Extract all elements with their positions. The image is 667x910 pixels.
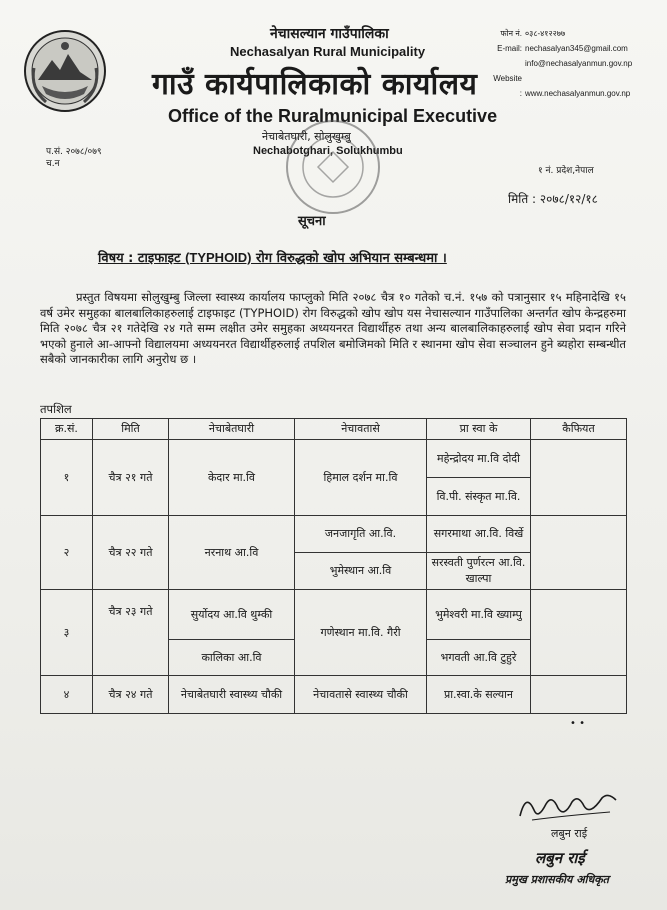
table-row: [41, 590, 627, 640]
office-name-en: Office of the Ruralmunicipal Executive: [168, 106, 498, 126]
ink-dots: • •: [570, 718, 585, 729]
cell-sn: २: [41, 516, 93, 590]
cell-sn: ४: [41, 676, 93, 714]
cell-nechabetghari: केदार मा.वि: [169, 440, 295, 516]
website-label: Website :: [493, 74, 522, 98]
table-header-row: [41, 419, 627, 440]
contact-block: [490, 26, 632, 101]
details-label: तपशिल: [40, 402, 72, 416]
phone-value: ०३८-४१२२७७: [525, 29, 566, 38]
cell-nechawatase: नेचावतासे स्वास्थ्य चौकी: [295, 676, 427, 714]
cell-sn: ३: [41, 590, 93, 676]
reference-number: प.सं. २०७८/०७९: [46, 147, 102, 157]
org-name-np: नेचासल्यान गाउँपालिका: [270, 26, 389, 42]
cell-remarks: [531, 676, 627, 714]
email-value-1: nechasalyan345@gmail.com: [525, 44, 628, 53]
email-value-2: info@nechasalyanmun.gov.np: [525, 59, 633, 68]
website-value: www.nechasalyanmun.gov.np: [525, 89, 631, 98]
address-en: Nechabotghari, Solukhumbu: [253, 145, 403, 157]
signature-icon: [512, 786, 622, 826]
cell-remarks: [531, 590, 627, 676]
cell-health-post: भगवती आ.वि टुहुरे: [427, 640, 531, 676]
cell-nechawatase: भुमेस्थान आ.वि: [295, 553, 427, 590]
org-name-en: Nechasalyan Rural Municipality: [230, 44, 426, 59]
email-label: E-mail:: [497, 44, 522, 53]
cell-health-post: सरस्वती पुर्णरत्न आ.वि. खाल्पा: [427, 553, 531, 590]
table-row: [41, 440, 627, 478]
header-date: मिति: [93, 419, 169, 440]
subject-suffix: रोग विरुद्धको खोप अभियान सम्बन्धमा ।: [251, 251, 447, 266]
email-line-2: [490, 56, 632, 71]
cell-nechawatase: हिमाल दर्शन मा.वि: [295, 440, 427, 516]
body-paragraph: प्रस्तुत विषयमा सोलुखुम्बु जिल्ला स्वास्थ्य कार्यालय फाप्लुको मिति २०७८ चैत्र १० गतेको च.नं. १५७ को पत्रानुसार १५ महिनादेखि १५ वर्ष उमेर समुहका बालबालिकाहरुलाई टाइफाइट (TYPHOID) रोग विरुद्धको खोप खोप यस नेचासल्यान गाउँपालिका अन्तर्गत खोप केन्द्रहरुमा मिति २०७८ चैत्र २१ गतेदेखि २४ गते सम्म लक्षीत उमेर समुहका अध्ययनरत विद्यार्थीहरु तथा अन्य बालबालिकाहरुलाई खोप सेवा प्रदान गरिने भएको हुनाले आ-आफ्नो विद्यालयमा अध्ययनरत विद्यार्थीहरुलाई तपशिल बमोजिमको मिति र स्थानमा खोप सेवा सञ्चालन हुने ब्यहोरा सम्बन्धीत सबैको जानकारीका लागि अनुरोध छ ।: [40, 290, 626, 366]
cell-sn: १: [41, 440, 93, 516]
cell-remarks: [531, 440, 627, 516]
header-health-post: प्रा स्वा के: [427, 419, 531, 440]
phone-line: [490, 26, 632, 41]
cell-health-post: प्रा.स्वा.के सल्यान: [427, 676, 531, 714]
table-row: [41, 516, 627, 553]
cell-date: चैत्र २३ गते: [93, 590, 169, 676]
subject-line: [98, 248, 447, 266]
subject-prefix: विषय : टाइफाइट: [98, 251, 186, 266]
cell-nechabetghari: नेचाबेतघारी स्वास्थ्य चौकी: [169, 676, 295, 714]
cell-nechabetghari: कालिका आ.वि: [169, 640, 295, 676]
email-line-1: [490, 41, 632, 56]
cell-remarks: [531, 516, 627, 590]
table-row: [41, 676, 627, 714]
cell-nechabetghari: नरनाथ आ.वि: [169, 516, 295, 590]
reference-block: [46, 146, 102, 170]
cell-nechawatase: जनजागृति आ.वि.: [295, 516, 427, 553]
province: १ नं. प्रदेश,नेपाल: [538, 166, 594, 176]
cell-nechawatase: गणेस्थान मा.वि. गैरी: [295, 590, 427, 676]
cell-date: चैत्र २१ गते: [93, 440, 169, 516]
header-sn: क्र.सं.: [41, 419, 93, 440]
cell-health-post: भुमेश्वरी मा.वि ख्याम्पु: [427, 590, 531, 640]
office-name-np: गाउँ कार्यपालिकाको कार्यालय: [152, 67, 478, 102]
letter-date: मिति : २०७८/१२/१८: [508, 192, 598, 206]
vaccination-schedule-table: [40, 418, 627, 714]
subject-english: (TYPHOID): [185, 250, 252, 265]
signatory-title: प्रमुख प्रशासकीय अधिकृत: [505, 873, 609, 886]
cell-health-post: महेन्द्रोदय मा.वि दोदी: [427, 440, 531, 478]
office-stamp-icon: [278, 112, 388, 222]
header-remarks: कैफियत: [531, 419, 627, 440]
header-nechabetghari: नेचाबेतघारी: [169, 419, 295, 440]
cell-date: चैत्र २२ गते: [93, 516, 169, 590]
phone-label: फोन नं.: [500, 29, 522, 38]
website-line: [490, 71, 632, 101]
cell-health-post: सगरमाथा आ.वि. विर्खे: [427, 516, 531, 553]
dispatch-number: च.न: [46, 159, 60, 169]
signatory-name-stamp: लबुन राई: [535, 849, 585, 867]
address-np: नेचाबेतघारी, सोलुखुम्बु: [262, 130, 351, 143]
cell-date: चैत्र २४ गते: [93, 676, 169, 714]
header-nechawatase: नेचावतासे: [295, 419, 427, 440]
cell-nechabetghari: सुर्योदय आ.वि थुम्की: [169, 590, 295, 640]
signatory-name-small: लबुन राई: [551, 827, 588, 840]
nepal-emblem-icon: [22, 28, 108, 114]
cell-health-post: वि.पी. संस्कृत मा.वि.: [427, 478, 531, 516]
notice-title: सूचना: [298, 214, 326, 229]
